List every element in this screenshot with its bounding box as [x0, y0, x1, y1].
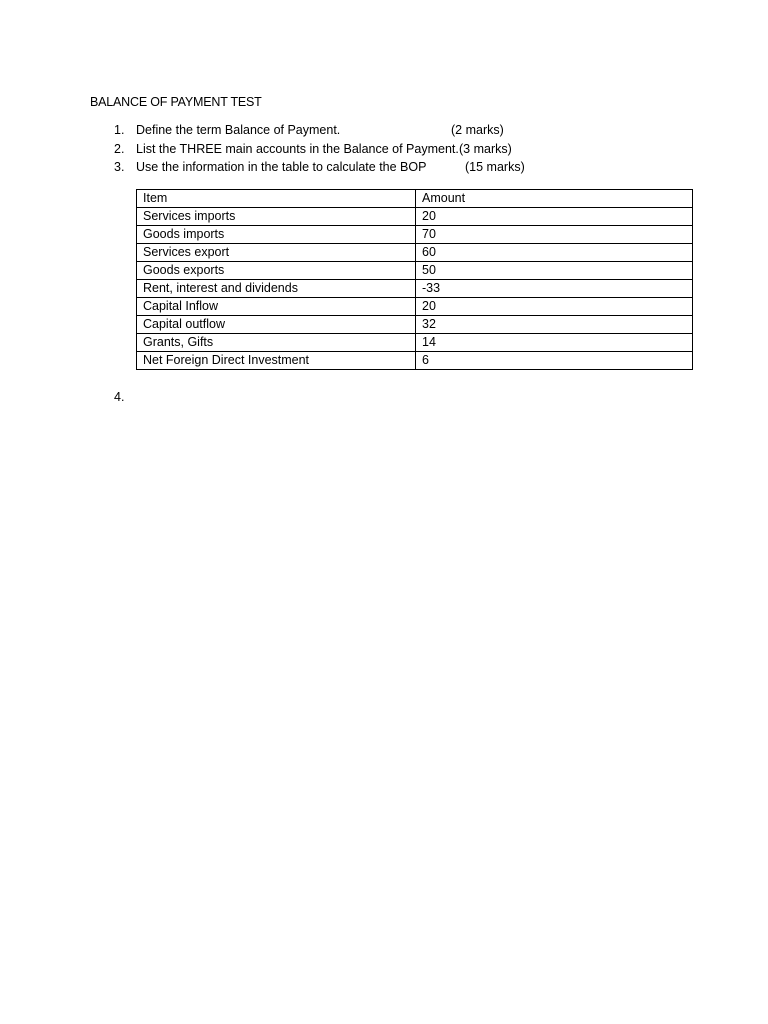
table-row — [137, 334, 693, 352]
amount-cell: 20 — [416, 298, 693, 316]
item-cell: Capital outflow — [137, 316, 416, 334]
table-row — [137, 298, 693, 316]
question-text: Define the term Balance of Payment. — [136, 123, 341, 137]
question-marks: (15 marks) — [465, 160, 525, 174]
question-text: List the THREE main accounts in the Balance of Payment. — [136, 142, 459, 156]
question-number: 4. — [114, 390, 125, 404]
question-text: Use the information in the table to calculate the BOP — [136, 160, 427, 174]
table-row — [137, 226, 693, 244]
table-row — [137, 280, 693, 298]
question-marks: (2 marks) — [451, 123, 504, 137]
amount-cell: 70 — [416, 226, 693, 244]
question-number: 1. — [114, 123, 125, 137]
table-row — [137, 316, 693, 334]
item-cell: Grants, Gifts — [137, 334, 416, 352]
question-marks: (3 marks) — [459, 142, 512, 156]
table-row — [137, 352, 693, 370]
item-cell: Net Foreign Direct Investment — [137, 352, 416, 370]
amount-cell: 6 — [416, 352, 693, 370]
question-number: 3. — [114, 160, 125, 174]
column-header-amount: Amount — [416, 190, 693, 208]
table-row — [137, 244, 693, 262]
bop-data-table — [136, 189, 693, 370]
amount-cell: 14 — [416, 334, 693, 352]
amount-cell: -33 — [416, 280, 693, 298]
item-cell: Services export — [137, 244, 416, 262]
table-row — [137, 208, 693, 226]
table-row — [137, 262, 693, 280]
amount-cell: 50 — [416, 262, 693, 280]
amount-cell: 60 — [416, 244, 693, 262]
amount-cell: 20 — [416, 208, 693, 226]
document-title: BALANCE OF PAYMENT TEST — [90, 95, 262, 109]
item-cell: Goods imports — [137, 226, 416, 244]
question-number: 2. — [114, 142, 125, 156]
item-cell: Capital Inflow — [137, 298, 416, 316]
item-cell: Services imports — [137, 208, 416, 226]
item-cell: Goods exports — [137, 262, 416, 280]
amount-cell: 32 — [416, 316, 693, 334]
table-header-row — [137, 190, 693, 208]
column-header-item: Item — [137, 190, 416, 208]
item-cell: Rent, interest and dividends — [137, 280, 416, 298]
